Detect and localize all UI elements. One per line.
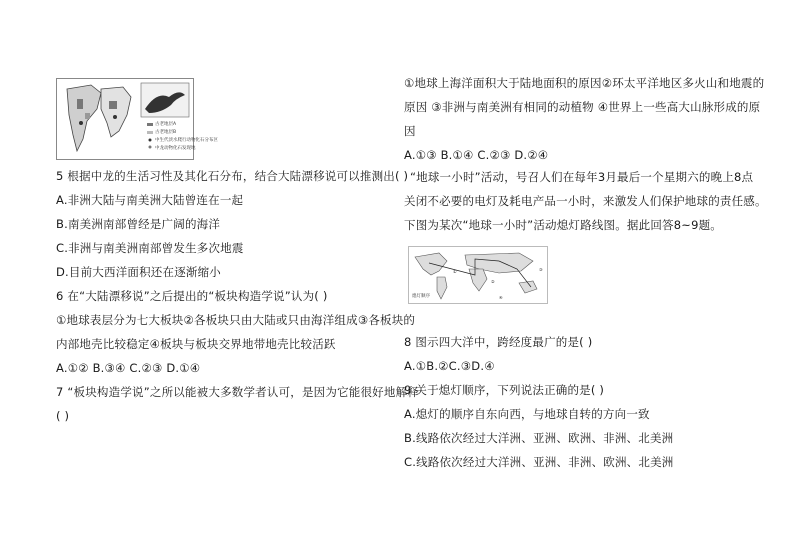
q6-options: A.①② B.③④ C.②③ D.①④ [56,361,201,375]
q9-option-a: A.熄灯的顺序自东向西，与地球自转的方向一致 [404,407,650,421]
svg-text:②: ② [491,279,495,284]
q5-option-b: B.南美洲南部曾经是广阔的海洋 [56,217,221,231]
legend-item: 中龙动物化石发现地 [155,146,196,151]
drift-legend [155,121,218,153]
map-label: 熄灯顺序 [412,294,430,299]
legend-item: 古老地层B [155,130,177,135]
q8-options: A.①B.②C.③D.④ [404,359,495,373]
q6-statement-2: 内部地壳比较稳定④板块与板块交界地带地壳比较活跃 [56,337,336,351]
q8-stem: 8 图示四大洋中，跨经度最广的是( ) [404,335,593,349]
continental-drift-figure [56,78,218,160]
passage-line-3: 下图为某次“地球一小时”活动熄灯路线图。据此回答8~9题。 [404,218,722,232]
q5-stem: 5 根据中龙的生活习性及其化石分布，结合大陆漂移说可以推测出( ) [56,169,409,183]
q7-statement-3: 因 [404,124,416,138]
svg-text:④: ④ [499,295,503,300]
passage-line-1: “地球一小时”活动，号召人们在每年3月最后一个星期六的晚上8点 [410,170,754,184]
q9-option-b: B.线路依次经过大洋洲、亚洲、欧洲、非洲、北美洲 [404,431,674,445]
q5-option-c: C.非洲与南美洲南部曾发生多次地震 [56,241,244,255]
q6-stem: 6 在“大陆漂移说”之后提出的“板块构造学说”认为( ) [56,289,328,303]
q7-statement-1: ①地球上海洋面积大于陆地面积的原因②环太平洋地区多火山和地震的 [404,76,765,90]
q7-options: A.①③ B.①④ C.②③ D.②④ [404,148,549,162]
q5-option-d: D.目前大西洋面积还在逐渐缩小 [56,265,222,279]
q7-stem-1: 7 “板块构造学说”之所以能被大多数学者认可，是因为它能很好地解释 [56,385,419,399]
passage-line-2: 关闭不必要的电灯及耗电产品一小时，来激发人们保护地球的责任感。 [404,194,767,208]
lights-off-route-map [408,246,548,304]
legend-item: 中生代淡水爬行动物化石分布区 [155,138,218,143]
svg-text:③: ③ [539,267,543,272]
q9-option-c: C.线路依次经过大洋洲、亚洲、非洲、欧洲、北美洲 [404,455,674,469]
q7-stem-2: ( ) [56,409,70,423]
legend-item: 古老地层A [155,122,177,127]
q5-option-a: A.非洲大陆与南美洲大陆曾连在一起 [56,193,244,207]
q6-statement-1: ①地球表层分为七大板块②各板块只由大陆或只由海洋组成③各板块的 [56,313,416,327]
q9-stem: 9 关于熄灯顺序，下列说法正确的是( ) [404,383,605,397]
q7-statement-2: 原因 ③非洲与南美洲有相同的动植物 ④世界上一些高大山脉形成的原 [404,100,761,114]
svg-text:①: ① [453,269,457,274]
